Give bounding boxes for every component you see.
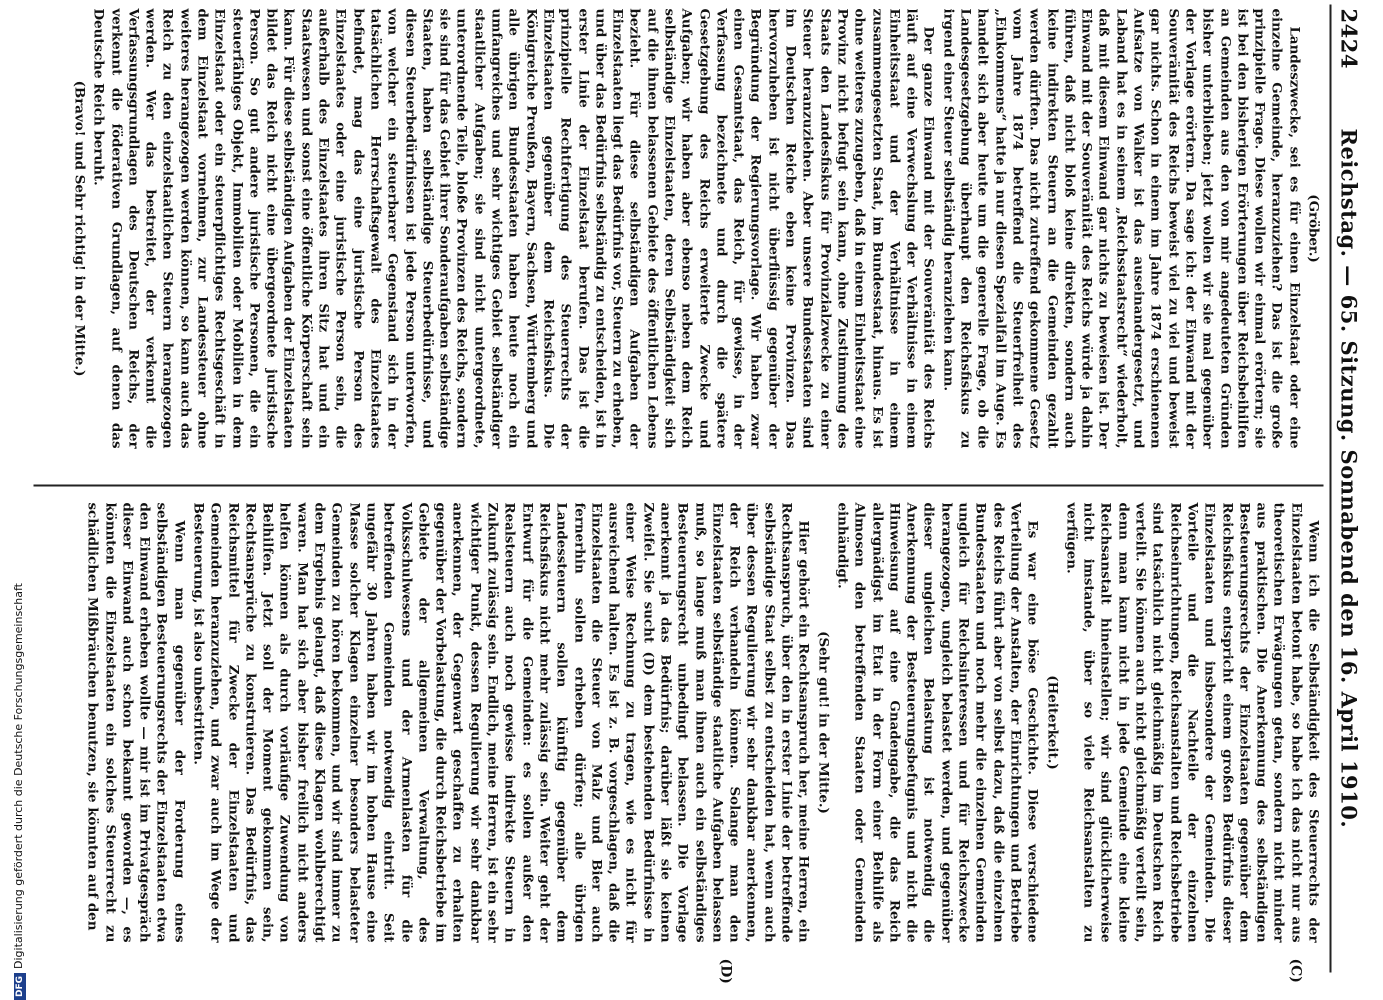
margin-marker-d: (D) [717,958,733,984]
paragraph: Es war eine böse Geschichte. Diese verschiedene Verteilung der Anstalten, der Einrichtungen und Betriebe des Reichs führt aber von selbst dazu, daß die einzelnen Bundesstaaten und noch mehr die einzelnen Gemeinden ungleich für Reichsinteressen und für Reichszwecke herangezogen, ungleich belastet werden, und gegenüber dieser ungleichen Belastung ist notwendig die Anerkennung der Besteuerungsbefugnis und nicht die Hinweisung auf eine Gnadengabe, die das Reich allergnädigst im Etat in der Form einer Beihilfe als Almosen den betreffenden Staaten oder Gemeinden einhändigt. [833,502,1041,942]
left-column [68,8,1321,448]
header-rule [1329,4,1331,972]
credit-text: Digitalisierung gefördert durch die Deutsche Forschungsgemeinschaft [12,583,25,969]
dfg-logo: DFG [14,973,26,1000]
credit-strip [0,0,24,1000]
applause-note: (Bravo! und Sehr richtig! in der Mitte.) [70,80,87,376]
interjection: (Sehr gut! in der Mitte.) [814,630,831,814]
paragraph: Wenn ich die Selbständigkeit des Steuerrechts der Einzelstaaten betont habe, so habe ich das nicht nur aus theoretischen Erwägungen getan, sondern nicht minder aus praktischen. Die Anerkennung des selbständigen Besteuerungsrechts der Einzelstaaten gegenüber dem Reichsfiskus entspricht einem großen Bedürfnis dieser Einzelstaaten und insbesondere der Gemeinden. Die Vorteile und die Nachteile der einzelnen Reichseinrichtungen, Reichsanstalten und Reichsbetriebe sind tatsächlich nicht gleichmäßig im Deutschen Reich verteilt. Sie können auch nicht gleichmäßig verteilt sein, denn man kann nicht in jede Gemeinde eine kleine Reichsanstalt hineinstellen; wir sind glücklicherweise nicht imstande, über so viele Reichsanstalten zu verfügen. [1062,502,1321,942]
column-divider [33,484,1323,486]
page-header [1333,8,1361,970]
paragraph: Der ganze Einwand mit der Souveränität des Reichs läuft auf eine Verwechslung der Verhältnisse in einem Einheitsstaat und der Verhältnisse in einem zusammengesetzten Staat, im Bundesstaat, hinaus. Es ist ohne weiteres zuzugeben, daß in einem Einheitsstaat eine Provinz nicht befugt sein kann, ohne Zustimmung des Staats den Landesfiskus für Provinzialzwecke zu einer Steuer heranzuziehen. Aber unsere Bundesstaaten sind im Deutschen Reiche eben keine Provinzen. Das hervorzuheben ist nicht überflüssig gegenüber der Begründung der Regierungsvorlage. Wir haben zwar einen Gesamtstaat, das Reich, für gewisse, in der Verfassung bezeichnete und durch die spätere Gesetzgebung des Reichs erweiterte Zwecke und Aufgaben; wir haben aber ebenso neben dem Reich selbständige Einzelstaaten, deren Selbständigkeit sich auf die ihnen belassenen Gebiete des öffentlichen Lebens bezieht. Für diese selbständigen Aufgaben der Einzelstaaten liegt das Bedürfnis vor, Steuern zu erheben, und über das Bedürfnis selbständig zu entscheiden, ist in erster Linie der Einzelstaat berufen. Das ist die prinzipielle Rechtfertigung des Steuerrechts der Einzelstaaten gegenüber dem Reichsfiskus. Die Königreiche Preußen, Bayern, Sachsen, Württemberg und alle übrigen Bundesstaaten haben heute noch ein umfangreiches und sehr wichtiges Gebiet selbständiger staatlicher Aufgaben; sie sind nicht untergeordnete, unterordnende Teile, bloße Provinzen des Reichs, sondern sie sind für das Gebiet ihrer Sonderaufgaben selbständige Staaten, haben selbständige Steuerbedürfnisse, und diesen Steuerbedürfnissen ist jede Person unterworfen, von welcher ein steuerbarer Gegenstand sich in der tatsächlichen Herrschaftsgewalt des Einzelstaates befindet, mag das eine juristische Person des Einzelstaates oder eine juristische Person sein, die außerhalb des Einzelstaates ihren Sitz hat und ein Staatswesen und sonst eine öffentliche Körperschaft sein kann. Für diese selbständigen Aufgaben der Einzelstaaten bildet das Reich nicht eine übergeordnete juristische Person. So gut andere juristische Personen, die ein steuerfähiges Objekt, Immobilien oder Mobilien in dem Einzelstaat oder ein steuerpflichtiges Rechtsgeschäft in dem Einzelstaat vornehmen, zur Landessteuer ohne weiteres herangezogen werden können, so kann auch das Reich zu den einzelstaatlichen Steuern herangezogen werden. Wer das bestreitet, der verkennt die Verfassungsgrundlagen des Deutschen Reichs, der verkennt die föderativen Grundlagen, auf denen das Deutsche Reich beruht. [90,8,937,448]
interjection: (Heiterkeit.) [1043,674,1060,770]
paragraph: Wenn man gegenüber der Forderung eines selbständigen Besteuerungsrechts der Einzelstaaten etwa den Einwand erheben wollte — mir ist im Privatgespräch dieser Einwand auch schon bekannt geworden —, es könnten die Einzelstaaten ein solches Steuerrecht zu schädlichen Mißbräuchen benutzen, sie könnten auf den [84,502,187,942]
speaker-name: (Gröber.) [1305,193,1321,263]
right-column [81,502,1321,942]
paragraph: Landeszwecke, sei es für einen Einzelstaat oder eine einzelne Gemeinde, heranzuziehen? Das ist die große prinzipielle Frage. Diese wollen wir einmal erörtern; sie ist bei den bisherigen Erörterungen über Reichsbeihilfen an Gemeinden aus den von mir angedeuteten Gründen bisher unterblieben; jetzt wollen wir sie mal gegenüber der Vorlage erörtern. Da sage ich: der Einwand mit der Souveränität des Reichs beweist viel zu viel und beweist gar nichts. Schon in einem im Jahre 1874 erschienenen Aufsatze von Walker ist das auseinandergesetzt, und Laband hat es in seinem „Reichsstaatsrecht“ wiederholt, daß mit diesem Einwand gar nichts zu beweisen ist. Der Einwand mit der Souveränität des Reichs würde ja dahin führen, daß nicht bloß keine direkten, sondern auch keine indirekten Steuern an die Gemeinden gezahlt werden dürften. Das nicht zutreffend gekommene Gesetz vom Jahre 1874 betreffend die Steuerfreiheit des „Einkommens“ hatte ja nur diesen Spezialfall im Auge. Es handelt sich aber heute um die generelle Frage, ob die Landesgesetzgebung überhaupt den Reichsfiskus zu irgend einer Steuer selbständig heranziehen kann. [939,8,1302,448]
paragraph: Hier gehört ein Rechtsanspruch her, meine Herren, ein Rechtsanspruch, über den in erster Linie der betreffende selbständige Staat selbst zu entscheiden hat, wenn auch über dessen Regulierung wir sehr dankbar anerkennen, der Reich verhandeln können. Solange man den Einzelstaaten selbständige staatliche Aufgaben belassen muß, so lange muß man ihnen auch ein selbständiges Besteuerungsrecht unbedingt belassen. Die Vorlage anerkennt ja das Bedürfnis; darüber läßt sie keinen Zweifel. Sie sucht (D) dem bestehenden Bedürfnisse in einer Weise Rechnung zu tragen, wie es nicht für ausreichend halten. Es ist z. B. vorgeschlagen, daß die Einzelstaaten die Steuer von Malz und Bier auch fernerhin sollen erheben dürfen; alle übrigen Landessteuern sollen künftig gegenüber dem Reichsfiskus nicht mehr zulässig sein. Weiter geht der Entwurf für die Gemeinden: es sollen außer den Realsteuern auch noch gewisse indirekte Steuern in Zukunft zulässig sein. Endlich, meine Herren, ist ein sehr wichtiger Punkt, dessen Regulierung wir sehr dankbar anerkennen, der Gegenwart geschaffen zu erhalten gegenüber der Vorbelastung, die durch Reichsbetriebe im Gebiete der allgemeinen Verwaltung, des Volksschulwesens und der Armenlasten für die betreffenden Gemeinden notwendig eintritt. Seit ungefähr 30 Jahren haben wir im hohen Hause eine Masse solcher Klagen einzelner besonders belasteter Gemeinden zu hören bekommen, und wir sind immer zu dem Ergebnis gelangt, daß diese Klagen wohlberechtigt waren. Man hat sich aber bisher freilich nicht anders helfen können als durch vorläufige Zuwendung von Beihilfen. Jetzt soll der Moment gekommen sein, Rechtsansprüche zu konstruieren. Das Bedürfnis, das Reichsmittel für Zwecke der Einzelstaaten und Gemeinden heranzuziehen, und zwar auch im Wege der Besteuerung, ist also unbestritten. [190,502,812,942]
page-title: Reichstag. — 65. Sitzung. Sonnabend den 16. April 1910. [1336,128,1361,828]
margin-marker-c: (C) [1287,958,1303,983]
page-number: 2424 [1336,8,1361,69]
